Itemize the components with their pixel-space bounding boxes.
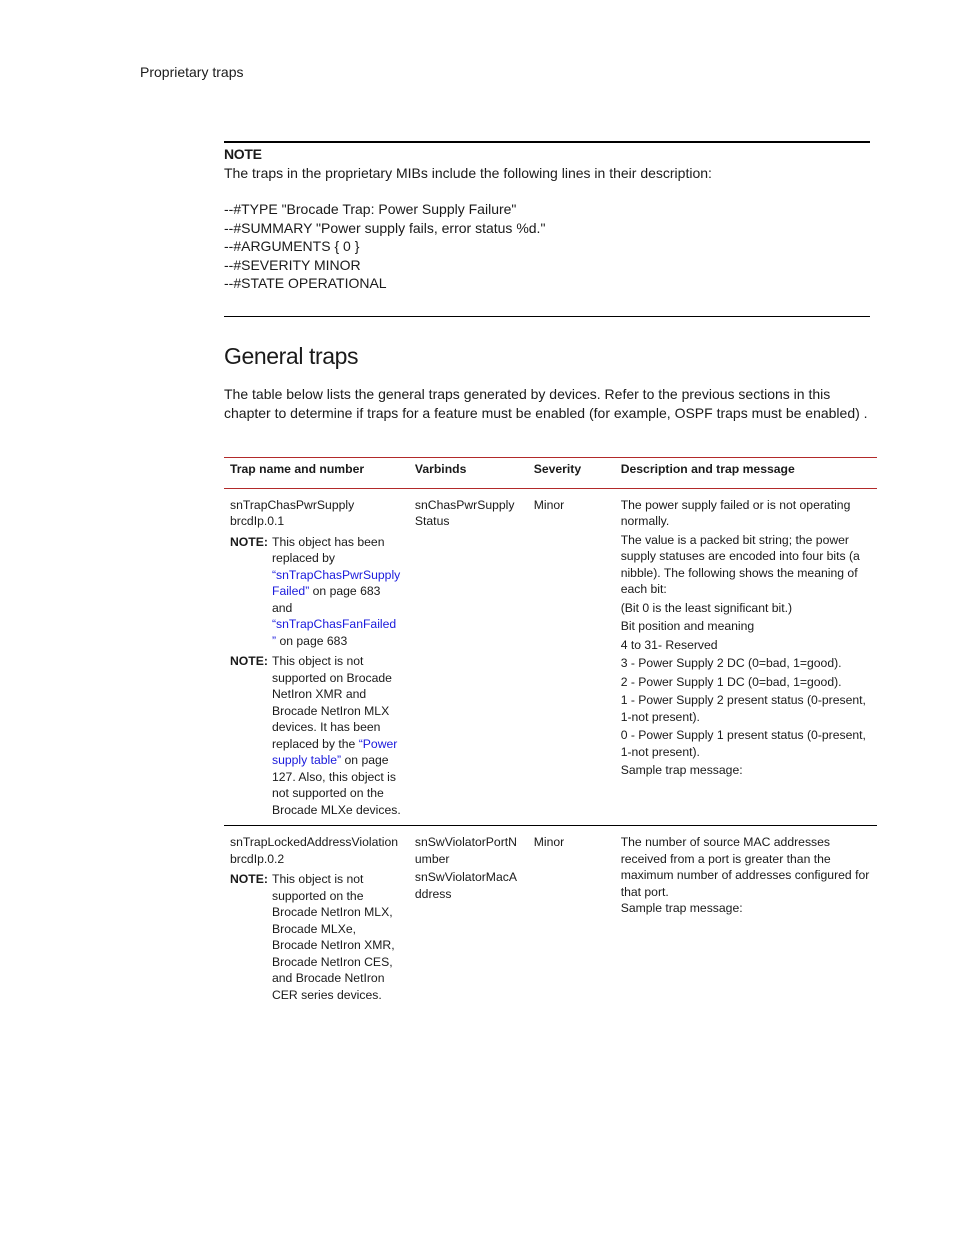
header-trap-name: Trap name and number — [230, 462, 365, 476]
description-para: Sample trap message: — [620, 901, 743, 915]
section-title: General traps — [224, 343, 359, 369]
varbind: snSwViolatorPortN umber — [414, 835, 517, 866]
cell-note-label: NOTE: — [230, 872, 268, 886]
cell-note — [230, 653, 403, 818]
description-para: Sample trap message: — [620, 763, 743, 777]
note-intro: The traps in the proprietary MIBs include the following lines in their description: — [224, 165, 712, 181]
description-para: (Bit 0 is the least significant bit.) — [620, 600, 793, 615]
note-line: --#SEVERITY MINOR — [224, 256, 361, 273]
description-para: 0 - Power Supply 1 present status (0-present, 1-not present). — [620, 728, 866, 759]
description-cell — [615, 826, 877, 1011]
table-row — [224, 488, 877, 826]
header-severity: Severity — [533, 462, 582, 476]
section-intro: The table below lists the general traps generated by devices. Refer to the previous sections in this chapter to determine if traps for a feature must be enabled (for example, OSPF traps must be enabled) . — [224, 386, 868, 421]
xref-link-fan-failed[interactable]: “snTrapChasFanFailed ” — [272, 617, 397, 648]
severity-cell: Minor — [533, 835, 565, 849]
varbinds-cell — [409, 488, 528, 826]
description-cell — [615, 488, 877, 826]
description-para: 3 - Power Supply 2 DC (0=bad, 1=good). — [620, 656, 842, 670]
note-code-lines — [224, 200, 870, 293]
trap-number: brcdIp.0.2 — [230, 851, 285, 866]
xref-link-pwr-supply-failed[interactable]: “snTrapChasPwrSupply Failed” — [272, 567, 401, 598]
cell-note-text: This object is not supported on Brocade NetIron XMR and Brocade NetIron MLX devices. It has been replaced by the “Power supply table” on page 127. Also, this object is not supported on the Brocade MLXe devices. — [272, 654, 401, 817]
note-divider — [224, 316, 870, 317]
cell-note — [230, 534, 403, 650]
note-line: --#SUMMARY "Power supply fails, error status %d." — [224, 219, 546, 236]
trap-number: brcdIp.0.1 — [230, 514, 285, 528]
trap-name-cell — [224, 826, 409, 1011]
varbind: snChasPwrSupply Status — [414, 497, 515, 528]
cell-note-text: This object has been replaced by “snTrapChasPwrSupply Failed” on page 683 and “snTrapChasFanFailed ” on page 683 — [272, 534, 401, 648]
trap-name-cell — [224, 488, 409, 826]
note-line: --#ARGUMENTS { 0 } — [224, 238, 360, 254]
description-para: 2 - Power Supply 1 DC (0=bad, 1=good). — [620, 674, 842, 689]
trap-name: snTrapChasPwrSupply — [230, 497, 355, 512]
trap-name: snTrapLockedAddressViolation — [230, 835, 399, 849]
note-block — [224, 141, 870, 293]
table-row — [224, 826, 877, 1011]
description-para: 1 - Power Supply 2 present status (0-present, 1-not present). — [620, 693, 866, 724]
cell-note-text: This object is not supported on the Brocade NetIron MLX, Brocade MLXe, Brocade NetIron XMR, Brocade NetIron CES, and Brocade NetIron CER series devices. — [272, 872, 395, 1002]
varbinds-cell — [409, 826, 528, 1011]
xref-link-power-supply-table[interactable]: “Power supply table” — [272, 736, 398, 767]
note-line: --#STATE OPERATIONAL — [224, 275, 387, 291]
table-header-row — [224, 458, 877, 489]
cell-note — [230, 871, 403, 1003]
severity-cell: Minor — [533, 497, 565, 512]
running-head: Proprietary traps — [140, 64, 244, 80]
header-varbinds: Varbinds — [414, 462, 467, 476]
description-para: Bit position and meaning — [620, 619, 755, 633]
cell-note-label: NOTE: — [230, 654, 268, 668]
cell-note-label: NOTE: — [230, 534, 268, 549]
description-para: 4 to 31- Reserved — [620, 637, 718, 652]
header-description: Description and trap message — [620, 462, 795, 476]
varbind: snSwViolatorMacA ddress — [414, 870, 517, 901]
description-para: The value is a packed bit string; the power supply statuses are encoded into four bits (a nibble). The following shows the meaning of each bit: — [620, 532, 860, 596]
note-label: NOTE — [224, 146, 262, 162]
description-para: The number of source MAC addresses received from a port is greater than the maximum number of addresses configured for that port. — [620, 835, 870, 899]
description-para: The power supply failed or is not operating normally. — [620, 497, 851, 528]
note-line: --#TYPE "Brocade Trap: Power Supply Failure" — [224, 201, 517, 217]
general-traps-table — [224, 457, 877, 1010]
